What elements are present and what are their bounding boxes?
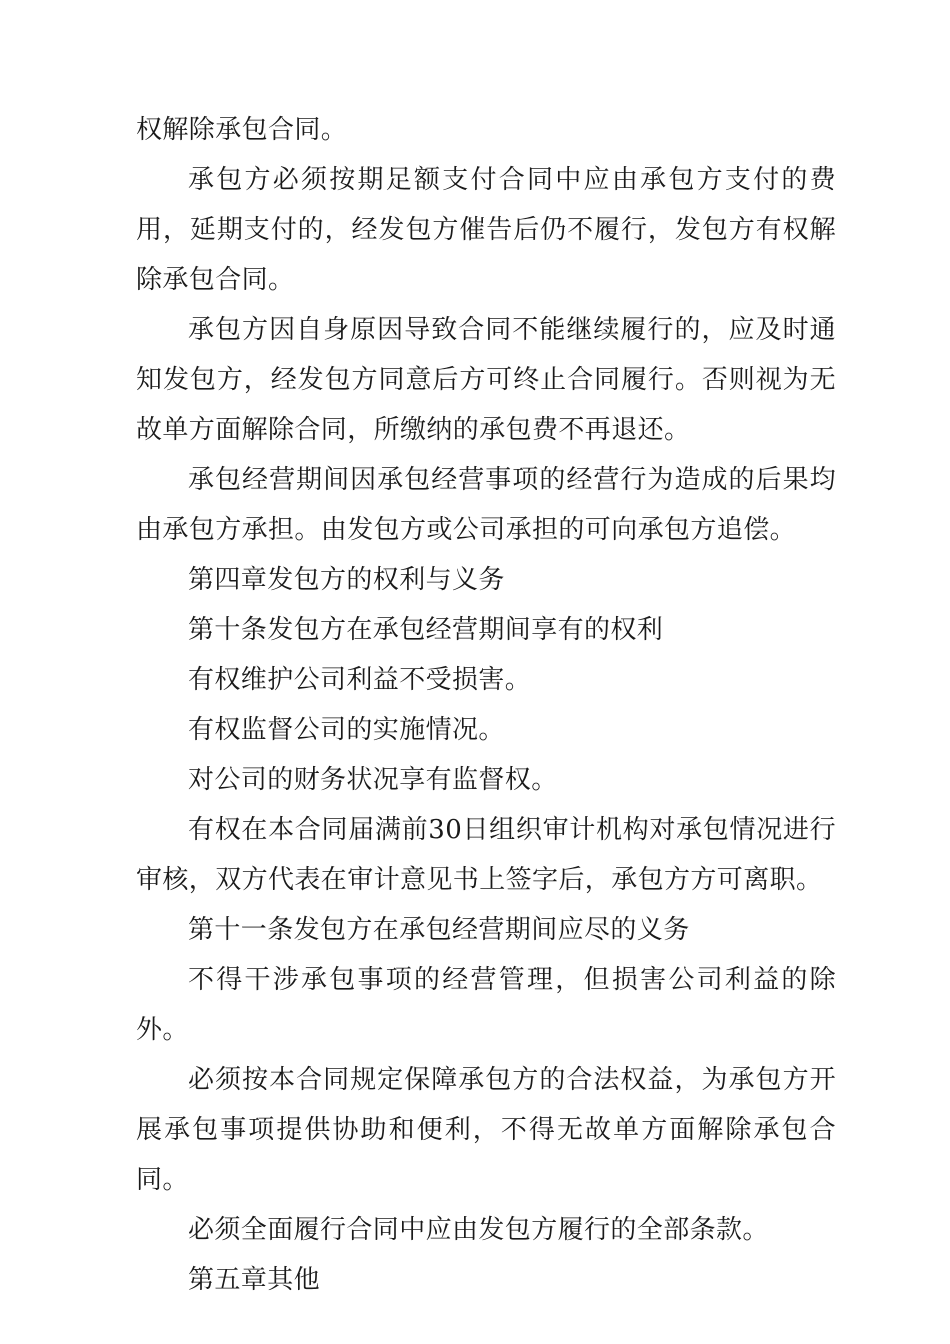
paragraph-liability: 承包经营期间因承包经营事项的经营行为造成的后果均由承包方承担。由发包方或公司承担的可向承包方追偿。 — [136, 465, 836, 545]
paragraph-payment-obligation: 承包方必须按期足额支付合同中应由承包方支付的费用，延期支付的，经发包方催告后仍不履行，发包方有权解除承包合同。 — [136, 165, 836, 295]
right-item-1: 有权维护公司利益不受损害。 — [188, 665, 532, 695]
document-body — [136, 105, 836, 1305]
article-heading-11: 第十一条发包方在承包经营期间应尽的义务 — [188, 915, 690, 945]
right-item-4: 有权在本合同届满前30日组织审计机构对承包情况进行审核，双方代表在审计意见书上签字后，承包方方可离职。 — [136, 815, 836, 895]
duty-item-2: 必须按本合同规定保障承包方的合法权益，为承包方开展承包事项提供协助和便利，不得无故单方面解除承包合同。 — [136, 1065, 836, 1195]
right-item-2: 有权监督公司的实施情况。 — [188, 715, 505, 745]
duty-item-1: 不得干涉承包事项的经营管理，但损害公司利益的除外。 — [136, 965, 836, 1045]
right-item-3: 对公司的财务状况享有监督权。 — [188, 765, 558, 795]
paragraph-continuation: 权解除承包合同。 — [136, 115, 348, 145]
article-heading-10: 第十条发包方在承包经营期间享有的权利 — [188, 615, 664, 645]
chapter-heading-4: 第四章发包方的权利与义务 — [188, 565, 505, 595]
paragraph-termination: 承包方因自身原因导致合同不能继续履行的，应及时通知发包方，经发包方同意后方可终止合同履行。否则视为无故单方面解除合同，所缴纳的承包费不再退还。 — [136, 315, 836, 445]
chapter-heading-5: 第五章其他 — [188, 1265, 321, 1295]
duty-item-3: 必须全面履行合同中应由发包方履行的全部条款。 — [188, 1215, 769, 1245]
